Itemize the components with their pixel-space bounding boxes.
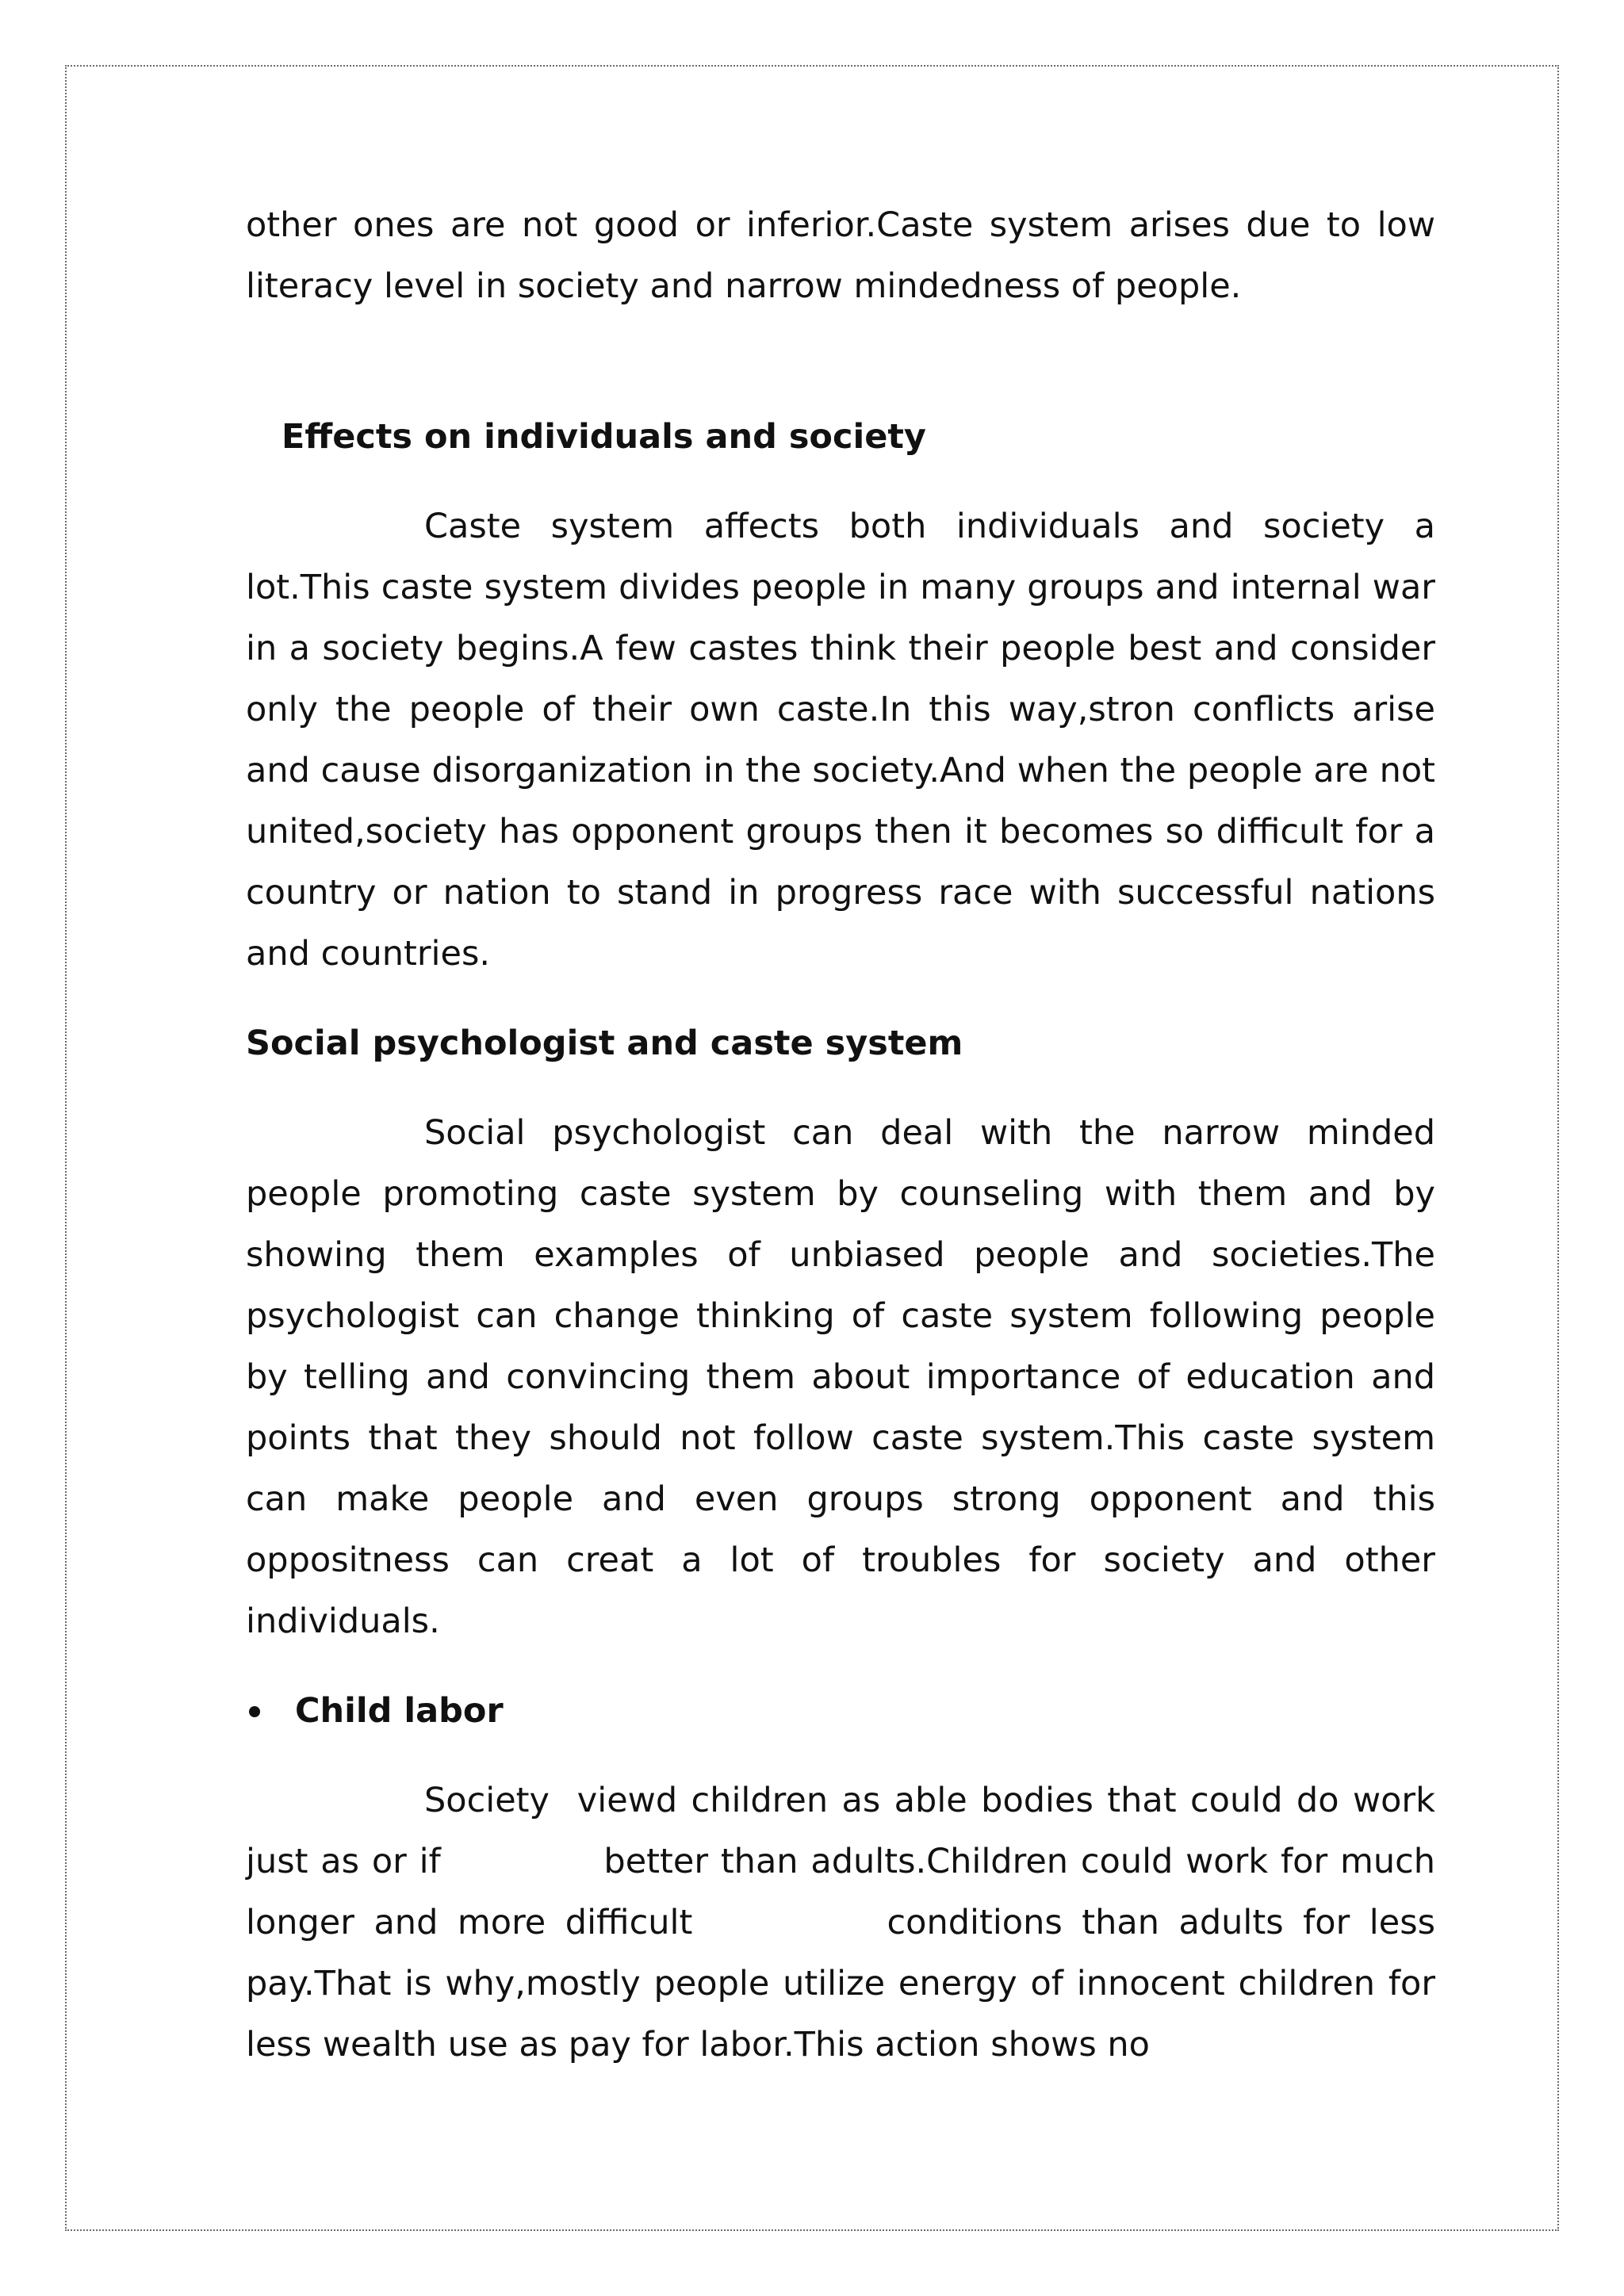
bullet-icon: [249, 1706, 260, 1717]
psych-paragraph: Social psychologist can deal with the narrow minded people promoting caste system by counseling with them and by showing them examples of unbiased people and societies.The psychologist can change thinking of caste system following people by telling and convincing them about importance of education and points that they should not follow caste system.This caste system can make people and even groups strong opponent and this oppositness can creat a lot of troubles for society and other individuals.: [246, 1113, 1435, 1641]
effects-heading: Effects on individuals and society: [282, 417, 926, 457]
document-body: [246, 195, 1446, 2076]
child-labor-heading: Child labor: [295, 1691, 504, 1731]
intro-paragraph: other ones are not good or inferior.Caste system arises due to low literacy level in society and narrow mindedness of people.: [246, 205, 1435, 306]
child-labor-bullet-item: [246, 1681, 1435, 1742]
child-labor-paragraph: Society viewd children as able bodies that could do work just as or if better than adults.Children could work for much longer and more difficult conditions than adults for less pay.That is why,mostly people utilize energy of innocent children for less wealth use as pay for labor.This action shows no: [246, 1781, 1446, 2064]
effects-paragraph: Caste system affects both individuals and society a lot.This caste system divides people in many groups and internal war in a society begins.A few castes think their people best and consider only the people of their own caste.In this way,stron conflicts arise and cause disorganization in the society.And when the people are not united,society has opponent groups then it becomes so difficult for a country or nation to stand in progress race with successful nations and countries.: [246, 507, 1435, 974]
psych-heading: Social psychologist and caste system: [246, 1024, 963, 1063]
